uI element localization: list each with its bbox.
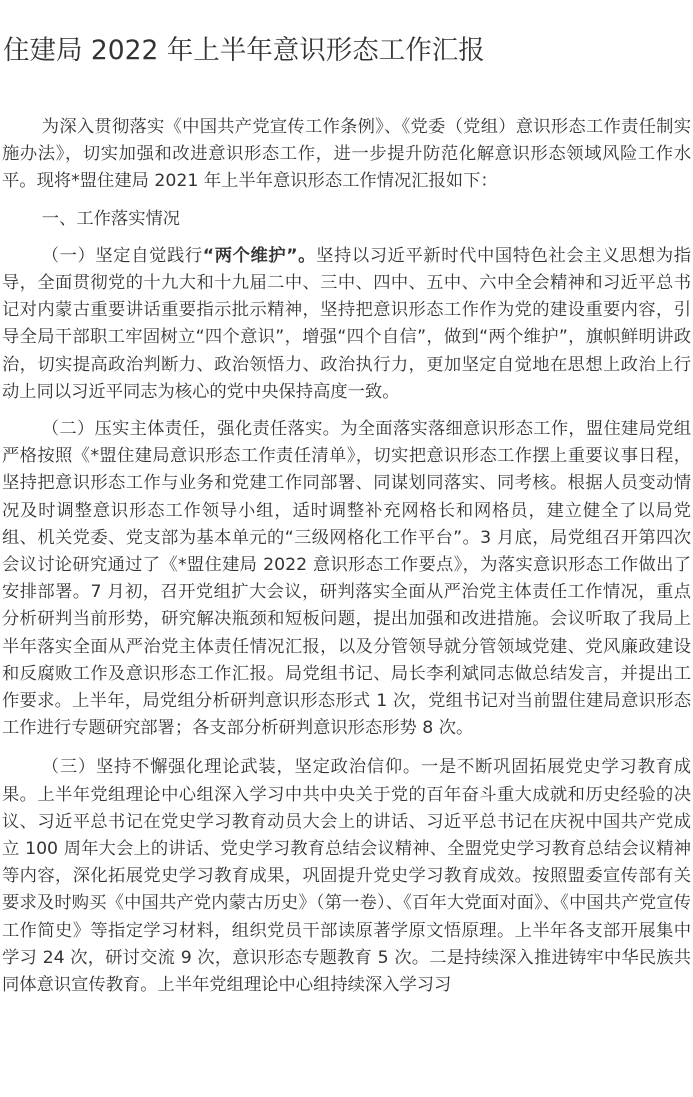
paragraph-1-emphasis: “两个维护”。 [202, 245, 317, 266]
paragraph-1-label: （一）坚定自觉践行 [41, 245, 203, 266]
paragraph-1-text: 坚持以习近平新时代中国特色社会主义思想为指导，全面贯彻党的十九大和十九届二中、三中、四中、五中、六中全会精神和习近平总书记对内蒙古重要讲话重要指示批示精神，坚持把意识形态工作作为党的建设重要内容，引导全局干部职工牢固树立“四个意识”，增强“四个自信”，做到“两个维护”，旗帜鲜明讲政治，切实提高政治判断力、政治领悟力、政治执行力，更加坚定自觉地在思想上政治上行动上同以习近平同志为核心的党中央保持高度一致。 [2, 245, 691, 402]
document-body [2, 114, 691, 999]
paragraph-3 [2, 754, 691, 999]
paragraph-2 [2, 416, 691, 742]
paragraph-1 [2, 243, 691, 406]
paragraph-3-text: 一是不断巩固拓展党史学习教育成果。上半年党组理论中心组深入学习中共中央关于党的百年奋斗重大成就和历史经验的决议、习近平总书记在党史学习教育动员大会上的讲话、习近平总书记在庆祝中国共产党成立 100 周年大会上的讲话、党史学习教育总结会议精神、全盟党史学习教育总结会议精神等内容，深化拓展党史学习教育成果，巩固提升党史学习教育成效。按照盟委宣传部有关要求及时购买《中国共产党内蒙古历史》（第一卷）、《百年大党面对面》、《中国共产党宣传工作简史》等指定学习材料，组织党员干部读原著学原文悟原理。上半年各支部开展集中学习 24 次，研讨交流 9 次，意识形态专题教育 5 次。二是持续深入推进铸牢中华民族共同体意识宣传教育。上半年党组理论中心组持续深入学习习 [2, 757, 691, 996]
document-title: 住建局 2022 年上半年意识形态工作汇报 [3, 35, 485, 66]
paragraph-2-text: 为全面落实落细意识形态工作，盟住建局党组严格按照《*盟住建局意识形态工作责任清单》，切实把意识形态工作摆上重要议事日程，坚持把意识形态工作与业务和党建工作同部署、同谋划同落实、同考核。根据人员变动情况及时调整意识形态工作领导小组，适时调整补充网格长和网格员，建立健全了以局党组、机关党委、党支部为基本单元的“三级网格化工作平台”。3 月底，局党组召开第四次会议讨论研究通过了《*盟住建局 2022 意识形态工作要点》，为落实意识形态工作做出了安排部署。7 月初，召开党组扩大会议，研判落实全面从严治党主体责任工作情况，重点分析研判当前形势，研究解决瓶颈和短板问题，提出加强和改进措施。会议听取了我局上半年落实全面从严治党主体责任情况汇报，以及分管领导就分管领域党建、党风廉政建设和反腐败工作及意识形态工作汇报。局党组书记、局长李利斌同志做总结发言，并提出工作要求。上半年，局党组分析研判意识形态形式 1 次，党组书记对当前盟住建局意识形态工作进行专题研究部署；各支部分析研判意识形态形势 8 次。 [2, 419, 691, 739]
paragraph-3-label: （三）坚持不懈强化理论武装，坚定政治信仰。 [41, 757, 421, 778]
section-heading: 一、工作落实情况 [41, 208, 181, 229]
paragraph-2-label: （二）压实主体责任，强化责任落实。 [41, 419, 341, 440]
intro-paragraph: 为深入贯彻落实《中国共产党宣传工作条例》、《党委（党组）意识形态工作责任制实施办法》，切实加强和改进意识形态工作，进一步提升防范化解意识形态领域风险工作水平。现将*盟住建局 2021 年上半年意识形态工作情况汇报如下： [2, 117, 691, 192]
